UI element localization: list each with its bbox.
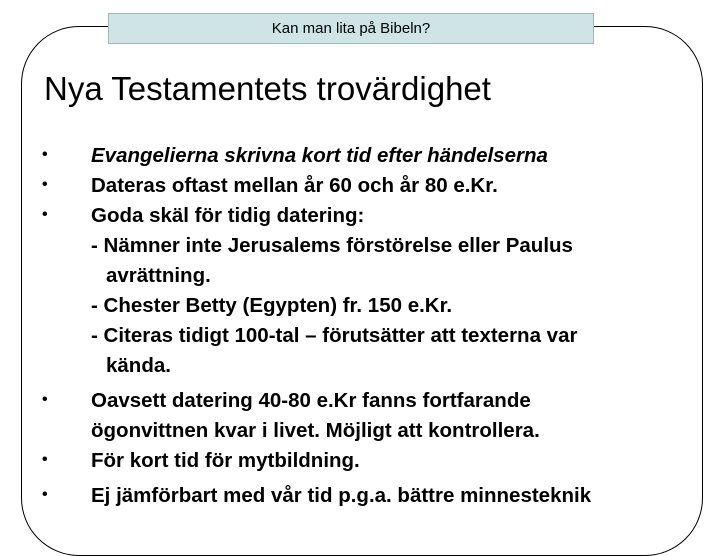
list-item-text: - Chester Betty (Egypten) fr. 150 e.Kr. — [91, 294, 453, 317]
list-item-continuation — [0, 234, 720, 266]
list-item-text: För kort tid för mytbildning. — [91, 449, 360, 472]
list-item — [0, 389, 720, 421]
list-item — [0, 204, 720, 236]
list-item-text: Ej jämförbart med vår tid p.g.a. bättre minnesteknik — [91, 484, 592, 507]
list-item-text: - Citeras tidigt 100-tal – förutsätter att texterna var — [91, 324, 578, 347]
bullet-icon: • — [42, 176, 48, 193]
list-item-text: kända. — [106, 354, 171, 377]
list-item — [0, 484, 720, 516]
list-item — [0, 144, 720, 176]
header-text: Kan man lita på Bibeln? — [271, 20, 431, 37]
list-item-text: Evangelierna skrivna kort tid efter händelserna — [91, 144, 548, 167]
bullet-icon: • — [42, 206, 48, 223]
bullet-icon: • — [42, 391, 48, 408]
list-item-text: Oavsett datering 40-80 e.Kr fanns fortfarande — [91, 389, 531, 412]
list-item-continuation — [0, 294, 720, 326]
list-item-continuation — [0, 324, 720, 356]
list-item-text: ögonvittnen kvar i livet. Möjligt att kontrollera. — [91, 419, 540, 442]
bullet-icon: • — [42, 451, 48, 468]
header-banner — [108, 13, 594, 44]
list-item-text: Goda skäl för tidig datering: — [91, 204, 365, 227]
list-item — [0, 449, 720, 481]
slide-title: Nya Testamentets trovärdighet — [44, 70, 491, 107]
list-item-continuation — [0, 419, 720, 451]
list-item-continuation — [0, 264, 720, 296]
list-item — [0, 174, 720, 206]
list-item-continuation — [0, 354, 720, 386]
bullet-icon: • — [42, 486, 48, 503]
list-item-text: Dateras oftast mellan år 60 och år 80 e.Kr. — [91, 174, 498, 197]
bullet-icon: • — [42, 146, 48, 163]
list-item-text: - Nämner inte Jerusalems förstörelse eller Paulus — [91, 234, 573, 257]
list-item-text: avrättning. — [106, 264, 211, 287]
